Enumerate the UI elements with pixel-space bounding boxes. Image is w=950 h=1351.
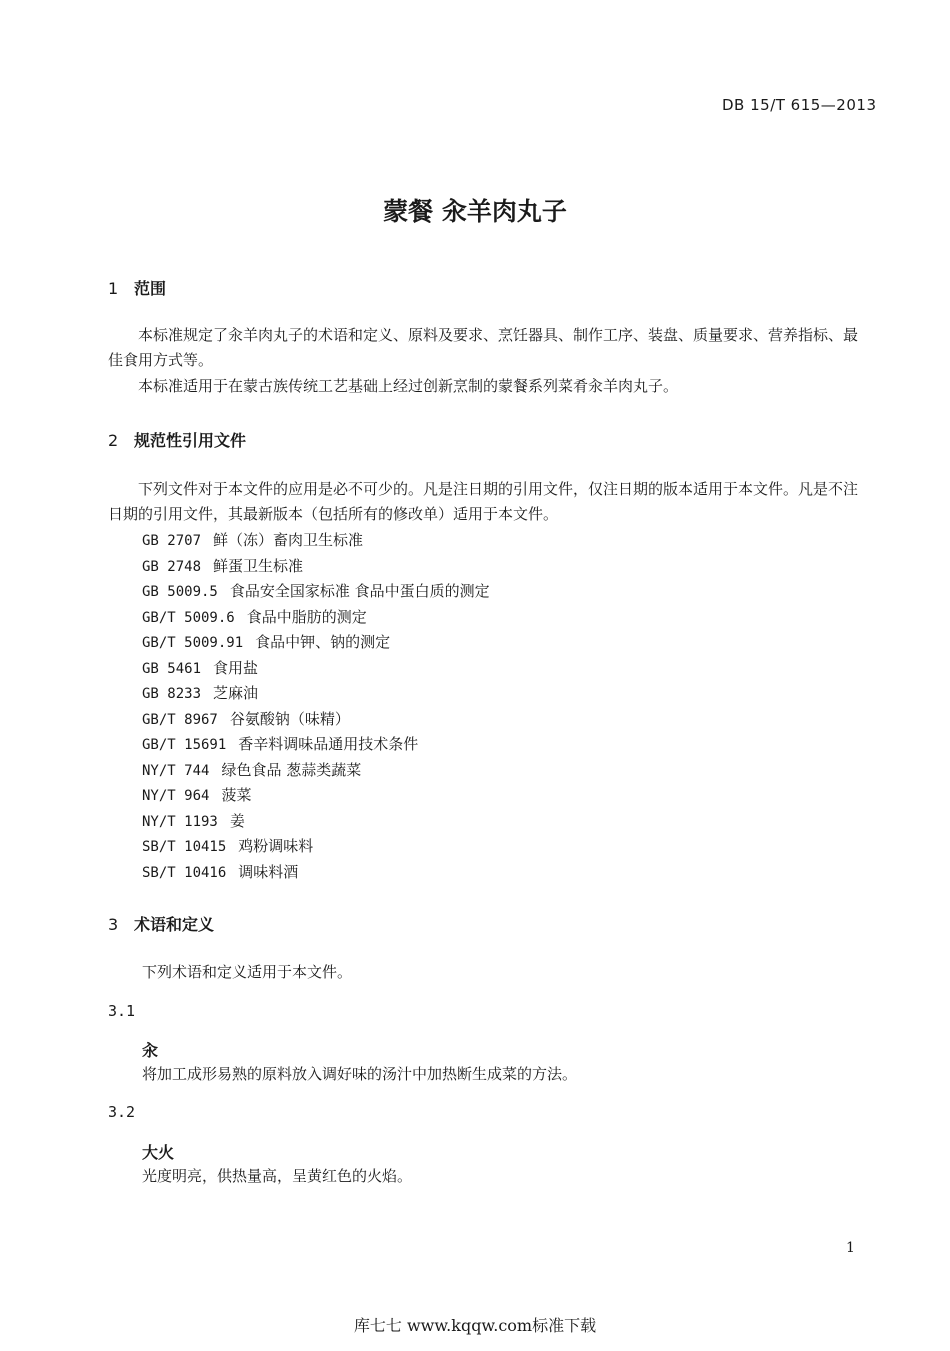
reference-name: 食品中钾、钠的测定	[255, 633, 391, 651]
reference-item	[142, 758, 490, 784]
section-title: 规范性引用文件	[134, 431, 247, 450]
reference-name: 姜	[229, 811, 245, 830]
terms-intro: 下列术语和定义适用于本文件。	[142, 963, 353, 981]
reference-item	[142, 681, 490, 707]
reference-item	[142, 630, 490, 656]
reference-list	[142, 528, 490, 885]
scope-paragraph-1: 本标准规定了汆羊肉丸子的术语和定义、原料及要求、烹饪器具、制作工序、装盘、质量要求、营养指标、最佳食用方式等。	[108, 326, 859, 369]
reference-code: GB 2748	[142, 558, 202, 575]
reference-name: 鲜蛋卫生标准	[213, 556, 304, 575]
section-title: 范围	[134, 279, 167, 298]
section-title: 术语和定义	[134, 915, 215, 934]
scope-paragraph-2: 本标准适用于在蒙古族传统工艺基础上经过创新烹制的蒙餐系列菜肴汆羊肉丸子。	[138, 377, 679, 395]
term-title: 汆	[142, 1041, 159, 1060]
reference-code: GB/T 5009.91	[142, 635, 244, 651]
reference-item	[142, 579, 490, 605]
term-definition: 将加工成形易熟的原料放入调好味的汤汁中加热断生成菜的方法。	[142, 1065, 578, 1083]
reference-name: 鸡粉调味料	[238, 837, 314, 855]
reference-item	[142, 554, 490, 580]
reference-item	[142, 707, 490, 733]
reference-code: GB 8233	[142, 686, 202, 702]
section-number: 2	[108, 431, 119, 450]
reference-name: 绿色食品 葱蒜类蔬菜	[221, 760, 362, 779]
reference-name: 香辛料调味品通用技术条件	[238, 735, 419, 753]
reference-code: GB/T 8967	[142, 711, 218, 728]
reference-code: GB 5009.5	[142, 584, 218, 600]
reference-name: 食品安全国家标准 食品中蛋白质的测定	[229, 582, 490, 600]
reference-item	[142, 809, 490, 835]
page-number: 1	[846, 1240, 855, 1256]
reference-item	[142, 732, 490, 758]
section-2-heading	[108, 428, 246, 451]
reference-code: GB/T 5009.6	[142, 609, 235, 626]
reference-item	[142, 528, 490, 554]
reference-item	[142, 834, 490, 860]
reference-name: 食用盐	[213, 658, 259, 677]
reference-code: NY/T 744	[142, 762, 210, 779]
reference-name: 调味料酒	[238, 862, 299, 881]
document-title: 蒙餐 汆羊肉丸子	[383, 197, 567, 226]
reference-code: GB 2707	[142, 533, 202, 549]
reference-name: 食品中脂肪的测定	[246, 607, 367, 626]
reference-code: SB/T 10415	[142, 839, 227, 855]
reference-item	[142, 605, 490, 631]
reference-code: NY/T 964	[142, 788, 210, 804]
reference-code: GB 5461	[142, 660, 202, 677]
reference-item	[142, 656, 490, 682]
reference-name: 鲜（冻）畜肉卫生标准	[213, 531, 364, 549]
reference-name: 谷氨酸钠（味精）	[229, 709, 350, 728]
term-title: 大火	[142, 1143, 175, 1162]
references-intro: 下列文件对于本文件的应用是必不可少的。凡是注日期的引用文件，仅注日期的版本适用于本文件。凡是不注日期的引用文件，其最新版本（包括所有的修改单）适用于本文件。	[108, 480, 859, 523]
section-number: 1	[108, 279, 119, 298]
reference-code: GB/T 15691	[142, 737, 227, 753]
reference-code: NY/T 1193	[142, 813, 218, 830]
term-definition: 光度明亮，供热量高，呈黄红色的火焰。	[142, 1167, 413, 1185]
standard-code: DB 15/T 615—2013	[722, 96, 877, 114]
section-1-heading	[108, 276, 166, 299]
term-number: 3.1	[108, 1002, 136, 1020]
footer-watermark: 库七七 www.kqqw.com标准下载	[353, 1316, 597, 1335]
section-number: 3	[108, 915, 119, 934]
term-number: 3.2	[108, 1103, 136, 1121]
section-3-heading	[108, 912, 214, 935]
reference-name: 菠菜	[221, 786, 252, 804]
reference-item	[142, 860, 490, 886]
reference-name: 芝麻油	[213, 684, 259, 702]
reference-code: SB/T 10416	[142, 864, 227, 881]
reference-item	[142, 783, 490, 809]
